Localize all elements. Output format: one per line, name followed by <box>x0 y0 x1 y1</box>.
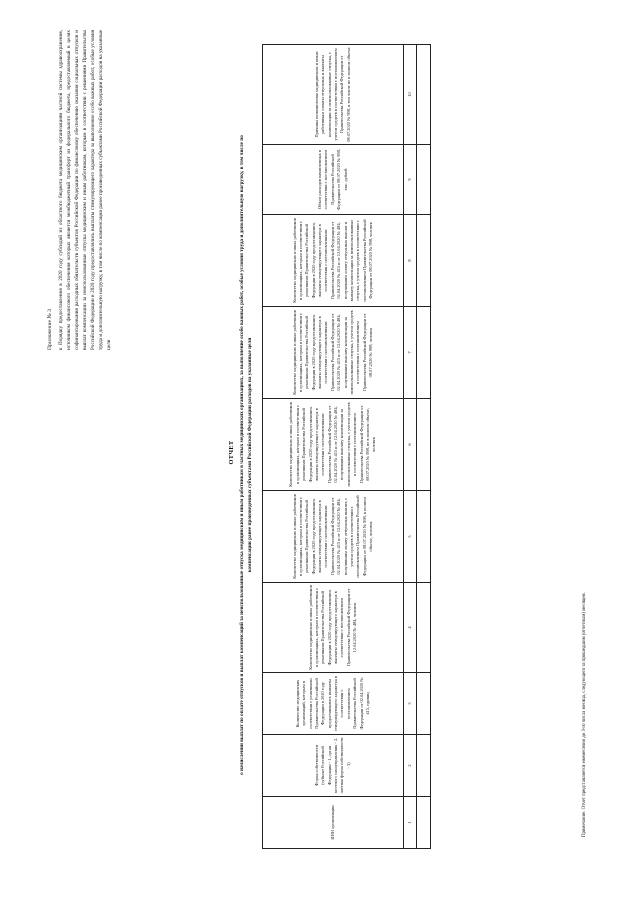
footnote: Примечание. Отчет представляется ежемесячно до 3-го числа месяца, следующего за прошедшим (отчетным) месяцем. <box>582 592 587 837</box>
report-title: ОТЧЕТ <box>228 440 235 465</box>
column-number: 9 <box>404 145 417 215</box>
column-number: 5 <box>404 491 417 583</box>
report-subtitle: о начислении выплат по оплате отпусков и выплат компенсаций за неиспользованные отпуска медицинским и иным работникам в частных медицинских организациях, за выполнение особо важных работ, особые условия труда и дополнительную нагрузку, в том числе по компенсации ранее произведенных субъектами Российской Федерации расходов на указанные цели <box>239 135 254 775</box>
header-cell: Количество медицинских и иных работников в организациях, которым в соответствии с решениями Правительства Российской Федерации в 2020 году предоставлялись выплаты стимулирующего характера в соответствии с постановлениями Правительства Российской Федерации от 02.04.2020 № 415 и от 12.04.2020 № 484, получившим выплату компенсации за неиспользованные отпуска, с учетом средств в соответствии с постановлением Правительства Российской Федерации от 08.07.2020 № 998, не в полном объеме, человек <box>263 399 404 491</box>
header-cell: Причины неначисления медицинским и иным работникам оплаты отпускных и выплаты компенсации за неиспользованные отпуска, с учетом средств в соответствии с постановлением Правительства Российской Федерации от 08.07.2020 № 998, в том числе не в полном объеме <box>263 45 404 145</box>
table-cell <box>417 215 431 307</box>
column-number-row <box>404 45 417 849</box>
column-number: 1 <box>404 797 417 849</box>
header-cell: Количество медицинских и иных работников в организациях, которым в соответствии с решениями Правительства Российской Федерации в 2020 году предоставлялись выплаты стимулирующего характера в соответствии с постановлениями Правительства Российской Федерации от 02.04.2020 № 415 и от 12.04.2020 № 484, получившим выплату компенсации за неиспользованные отпуска, с учетом средств в соответствии с постановлением Правительства Российской Федерации от 08.07.2020 № 998, человек <box>263 307 404 399</box>
table-cell <box>417 145 431 215</box>
table-cell <box>417 399 431 491</box>
header-cell: Количество медицинских и иных работников в организациях, которым в соответствии с решениями Правительства Российской Федерации в 2020 году предоставлялись выплаты стимулирующего характера в соответствии с постановлениями Правительства Российской Федерации от 02.04.2020 № 415 и от 12.04.2020 № 484, получившим оплату отпускных выплат и выплату компенсации за неиспользованные отпуска, с учетом средств в соответствии с постановлением Правительства Российской Федерации от 08.07.2020 № 998, человек <box>263 215 404 307</box>
header-cell: Количество медицинских и иных работников в организациях, которым в соответствии с решениями Правительства Российской Федерации в 2020 году предоставлялись выплаты стимулирующего характера в соответствии с постановлением Правительства Российской Федерации от 12.04.2020 № 484, человек <box>263 583 404 673</box>
table-cell <box>417 797 431 849</box>
empty-data-row <box>417 45 431 849</box>
table-cell <box>417 45 431 145</box>
table-cell <box>417 673 431 735</box>
header-cell: ИНН организации <box>263 797 404 849</box>
table-cell <box>417 491 431 583</box>
header-cell: Объем расходов начисленных в соответствии с постановлением Правительства Российской Федерации от 08.07.2020 № 998, тыс. рублей <box>263 145 404 215</box>
table-header-row <box>263 45 404 849</box>
column-number: 10 <box>404 45 417 145</box>
column-number: 4 <box>404 583 417 673</box>
column-number: 8 <box>404 215 417 307</box>
report-table <box>262 44 431 849</box>
column-number: 7 <box>404 307 417 399</box>
appendix-title: Приложение № 3 <box>47 309 53 350</box>
column-number: 6 <box>404 399 417 491</box>
table-cell <box>417 583 431 673</box>
table-cell <box>417 307 431 399</box>
appendix-block <box>46 30 113 350</box>
header-cell: Форма собственности (субъект Российской Федерации - 1, орган местного самоуправления - 2, частная форма собственности - 3) <box>263 735 404 797</box>
header-cell: Количество медицинских организаций, которым в соответствии с решениями Правительства Российской Федерации в 2020 году предоставлялись выплаты стимулирующего характера в соответствии с постановлением Правительства Российской Федерации от 02.04.2020 № 415, единиц <box>263 673 404 735</box>
column-number: 3 <box>404 673 417 735</box>
appendix-text: к Порядку предоставления в 2020 году субсидий из областного бюджета медицинским организациям частной системы здравоохранения, источником финансового обеспечения которых является межбюджетный трансферт из федерального бюджета, предоставляемый в целях софинансирования расходных обязательств субъектов Российской Федерации по финансовому обеспечению оказания социальных отпусков и выплат компенсации за неиспользованные отпуска медицинским и иным работникам, которым в соответствии с решениями Правительства Российской Федерации в 2020 году предоставлялись выплаты стимулирующего характера за выполнение особо важных работ, особые условия труда и дополнительную нагрузку, в том числе по компенсации ранее произведенных субъектами Российской Федерации расходов на указанные цели <box>57 30 113 350</box>
header-cell: Количество медицинских и иных работников в организациях, которым в соответствии с решениями Правительства Российской Федерации в 2020 году предоставлялись выплаты стимулирующего характера в соответствии с постановлениями Правительства Российской Федерации от 02.04.2020 № 415 и от 12.04.2020 № 484, получившим оплату отпускных выплат, с учетом средств в соответствии с постановлением Правительства Российской Федерации от 08.07.2020 № 998, в полном объеме, человек <box>263 491 404 583</box>
column-number: 2 <box>404 735 417 797</box>
table-cell <box>417 735 431 797</box>
